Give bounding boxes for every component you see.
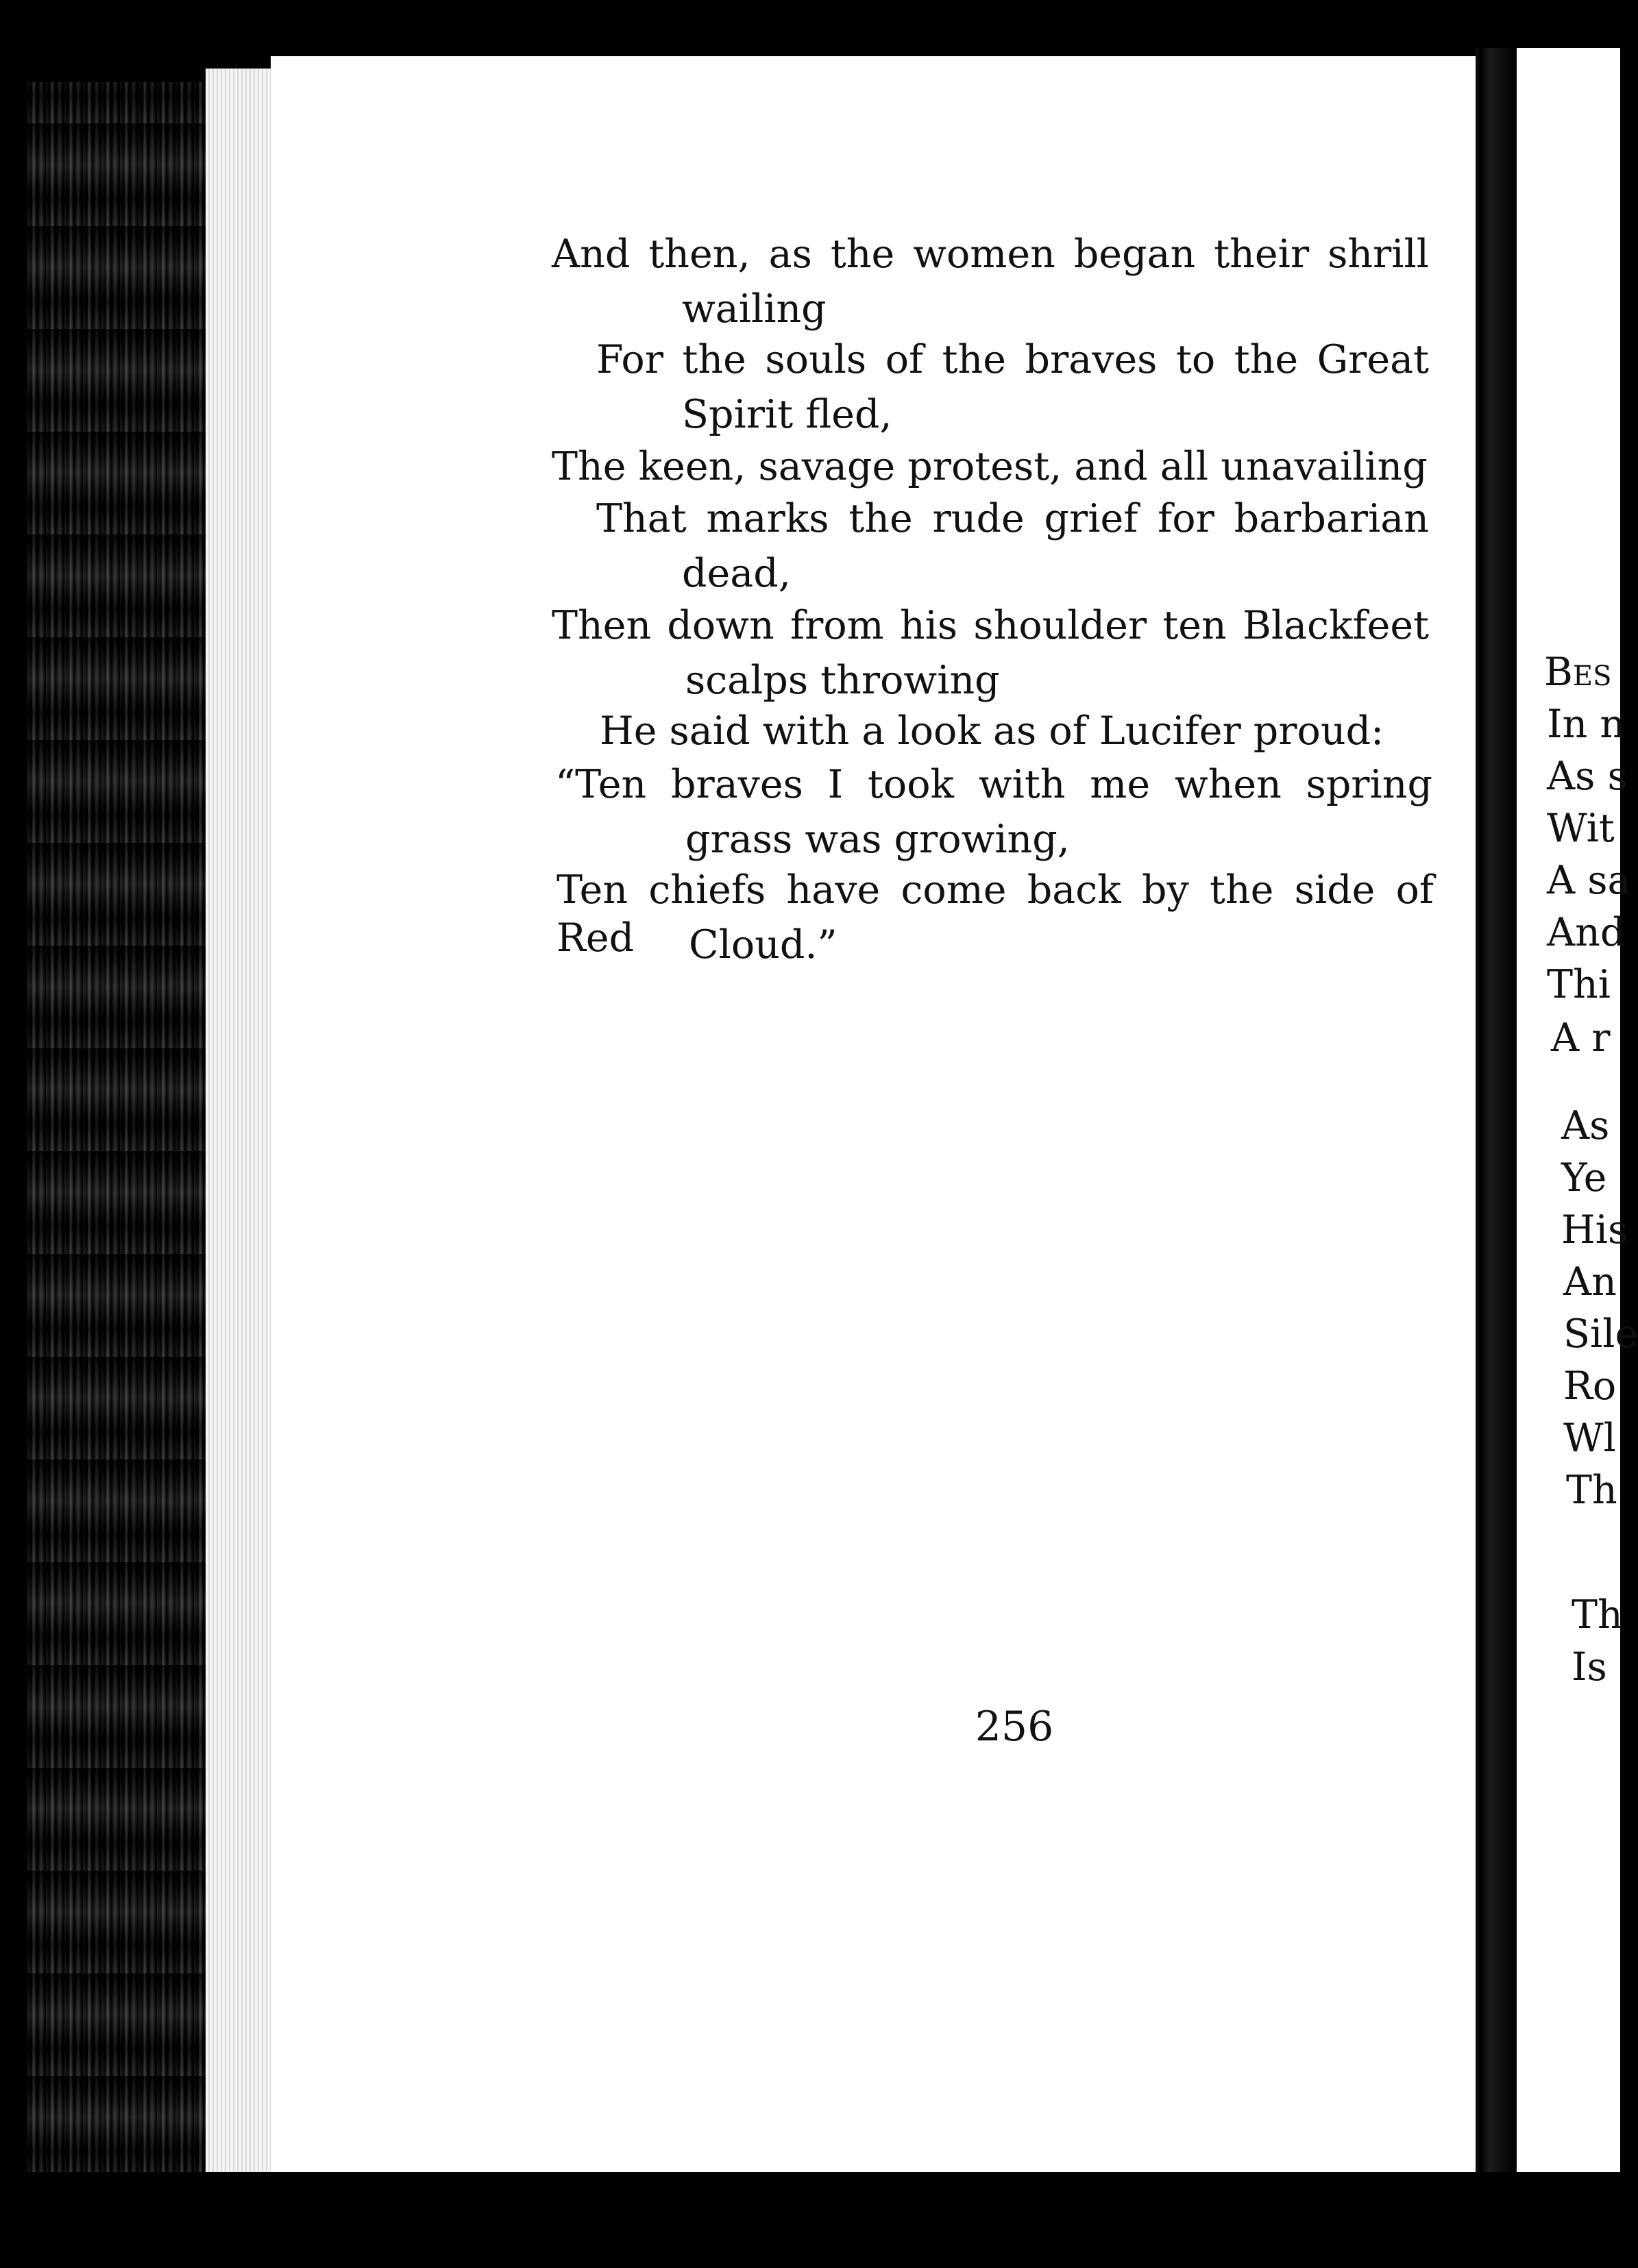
facing-fragment: Th [1566,1468,1617,1513]
facing-fragment: Thi [1547,962,1611,1007]
facing-fragment: Bes [1544,650,1612,695]
poem-line: grass was growing, [685,817,1070,862]
facing-fragment: A r [1551,1015,1611,1061]
facing-fragment: Wit [1547,806,1615,851]
facing-fragment: Wl [1563,1416,1616,1461]
facing-fragment: Is [1572,1644,1607,1690]
facing-fragment: His [1561,1207,1628,1253]
poem-line: The keen, savage protest, and all unavailing [552,444,1428,489]
facing-fragment: Ye [1561,1155,1607,1200]
poem-line: For the souls of the braves to the Great [596,337,1429,382]
poem-line: dead, [682,551,791,596]
facing-fragment: A sa [1547,858,1631,903]
page-number: 256 [975,1703,1054,1751]
right-page-text [1517,48,1638,2172]
poem-line: Cloud.” [689,922,838,967]
poem-line: Spirit fled, [682,392,892,437]
facing-fragment: Th [1572,1592,1623,1638]
facing-fragment: Sile [1563,1311,1638,1357]
poem-line: He said with a look as of Lucifer proud: [600,708,1384,754]
poem-line: “Ten braves I took with me when spring [555,762,1432,807]
facing-fragment: As [1561,1103,1610,1148]
poem-line: scalps throwing [685,658,1000,703]
facing-fragment: Ro [1563,1364,1617,1409]
facing-fragment: An [1563,1259,1617,1305]
poem-line: Then down from his shoulder ten Blackfeet [552,603,1429,648]
facing-fragment: As s [1547,754,1628,799]
poem-line: And then, as the women began their shrill [552,232,1429,277]
poem-line: That marks the rude grief for barbarian [596,496,1429,541]
poem-line: Ten chiefs have come back by the side of Red [557,867,1434,961]
poem-line: wailing [682,286,827,332]
facing-fragment: And [1547,910,1626,955]
facing-fragment: In n [1547,702,1626,747]
